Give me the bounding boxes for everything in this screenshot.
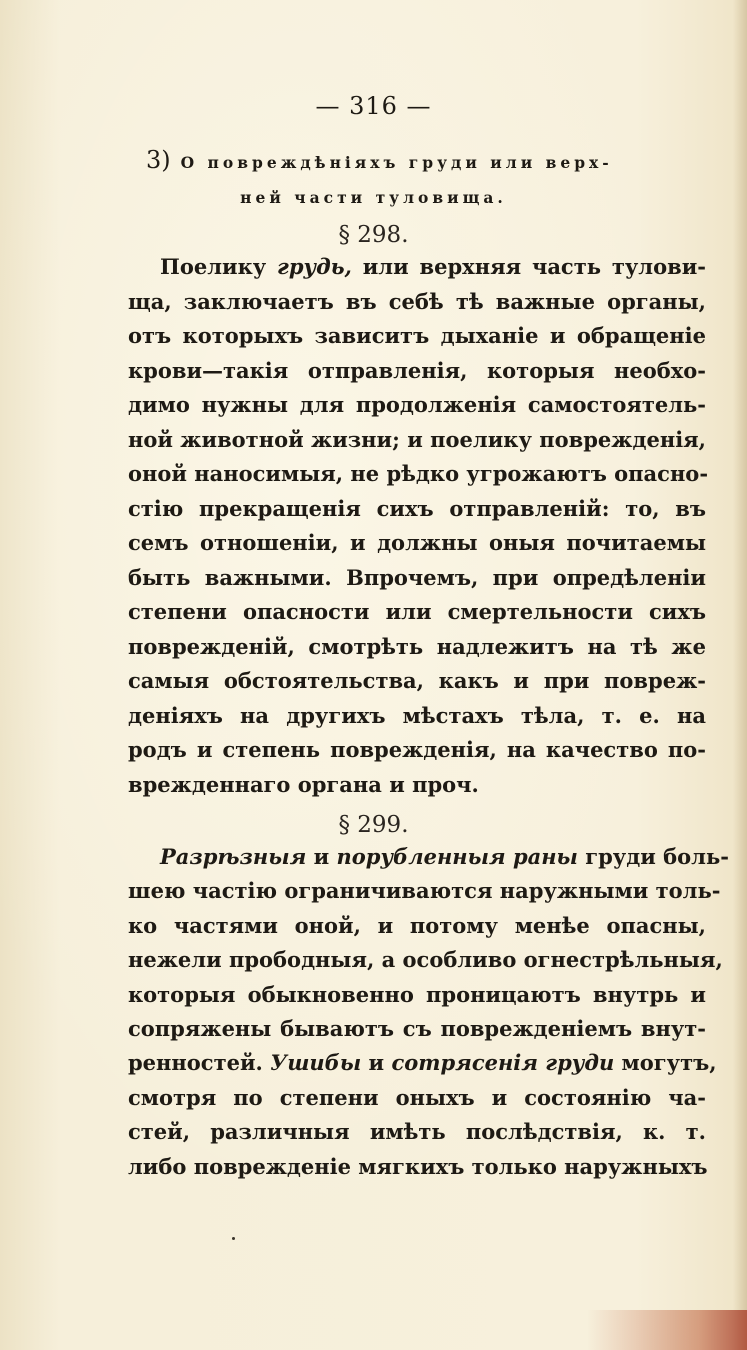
- paragraph-line: [128, 1119, 706, 1145]
- page-edge-stain: [587, 1310, 747, 1350]
- paragraph-line: [128, 670, 706, 691]
- line-text: сопряжены бываютъ съ поврежденіемъ внут-: [128, 1016, 706, 1041]
- italic-term: грудь,: [277, 254, 352, 279]
- paragraph-line: [128, 912, 706, 938]
- line-text: деніяхъ на другихъ мѣстахъ тѣла, т. е. на: [128, 702, 706, 728]
- line-text: либо поврежденіе мягкихъ только наружныхъ: [128, 1153, 708, 1179]
- paragraph-line: [128, 495, 706, 521]
- paragraph-line: [128, 1018, 706, 1039]
- paragraph-line: [128, 601, 706, 622]
- line-text: стей, различныя имѣть послѣдствія, к. т.: [128, 1119, 706, 1145]
- line-text: которыя обыкновенно проницаютъ внутрь и: [128, 981, 706, 1007]
- chapter-heading-text-2: ней части туловища.: [240, 188, 507, 207]
- paragraph-line: [128, 771, 479, 797]
- line-text: и: [306, 844, 337, 869]
- italic-term: сотрясенія груди: [391, 1050, 615, 1076]
- paragraph-line: [128, 947, 723, 973]
- line-text: семъ отношеніи, и должны оныя почитаемы: [128, 530, 706, 555]
- paragraph-line: [128, 288, 706, 314]
- line-text: и: [361, 1050, 392, 1076]
- line-text: димо нужны для продолженія самостоятель-: [128, 392, 706, 417]
- line-text: поврежденій, смотрѣть надлежитъ на тѣ же: [128, 633, 706, 659]
- paragraph-line: [128, 702, 706, 728]
- line-text: стію прекращенія сихъ отправленій: то, въ: [128, 495, 706, 521]
- paragraph-line: [128, 739, 706, 760]
- paragraph-line: [160, 844, 729, 869]
- line-text: родъ и степень поврежденія, на качество по-: [128, 737, 706, 762]
- chapter-number: 3): [146, 146, 171, 174]
- paragraph-line: [128, 1084, 706, 1110]
- paragraph-line: [128, 461, 709, 486]
- paragraph-line: [128, 357, 706, 383]
- line-text: нежели прободныя, а особливо огнестрѣльныя,: [128, 947, 723, 973]
- line-text: или верхняя часть тулови-: [351, 254, 706, 279]
- line-text: ща, заключаетъ въ себѣ тѣ важные органы,: [128, 288, 706, 314]
- chapter-heading-line-1: [146, 148, 613, 172]
- line-text: смотря по степени оныхъ и состоянію ча-: [128, 1084, 706, 1110]
- chapter-heading-line-2: [0, 190, 747, 206]
- line-text: могутъ,: [614, 1050, 717, 1076]
- paragraph-line: [128, 394, 706, 415]
- ink-speck: [232, 1237, 235, 1240]
- page-number: — 316 —: [315, 92, 432, 120]
- section-mark-299: § 299.: [338, 812, 409, 838]
- line-text: ной животной жизни; и поелику поврежденія,: [128, 426, 706, 452]
- paragraph-line: [128, 981, 706, 1007]
- italic-term: порубленныя раны: [336, 844, 578, 869]
- line-text: быть важными. Впрочемъ, при опредѣленіи: [128, 564, 706, 590]
- chapter-heading-text-1: О повреждѣніяхъ груди или верх-: [180, 153, 613, 172]
- paragraph-line: [128, 325, 706, 346]
- italic-term: Ушибы: [270, 1050, 362, 1076]
- line-text: оной наносимыя, не рѣдко угрожаютъ опасно-: [128, 461, 709, 486]
- paragraph-line: [128, 426, 706, 452]
- line-text: Поелику: [160, 254, 278, 279]
- italic-term: Разрѣзныя: [160, 844, 307, 869]
- line-text: крови—такія отправленія, которыя необхо-: [128, 357, 706, 383]
- paragraph-line: [128, 1050, 717, 1076]
- paragraph-line: [160, 256, 706, 277]
- line-text: врежденнаго органа и проч.: [128, 771, 479, 797]
- line-text: самыя обстоятельства, какъ и при повреж-: [128, 668, 706, 693]
- line-text: шею частію ограничиваются наружными толь-: [128, 878, 721, 904]
- section-mark-298: § 298.: [338, 222, 409, 248]
- line-text: груди боль-: [577, 844, 729, 869]
- paragraph-line: [128, 532, 706, 553]
- paragraph-line: [128, 878, 721, 904]
- line-text: ренностей.: [128, 1050, 271, 1076]
- line-text: отъ которыхъ зависитъ дыханіе и обращеніе: [128, 323, 706, 348]
- paragraph-line: [128, 633, 706, 659]
- paragraph-line: [128, 564, 706, 590]
- line-text: степени опасности или смертельности сихъ: [128, 599, 706, 624]
- paragraph-line: [128, 1153, 708, 1179]
- line-text: ко частями оной, и потому менѣе опасны,: [128, 912, 706, 938]
